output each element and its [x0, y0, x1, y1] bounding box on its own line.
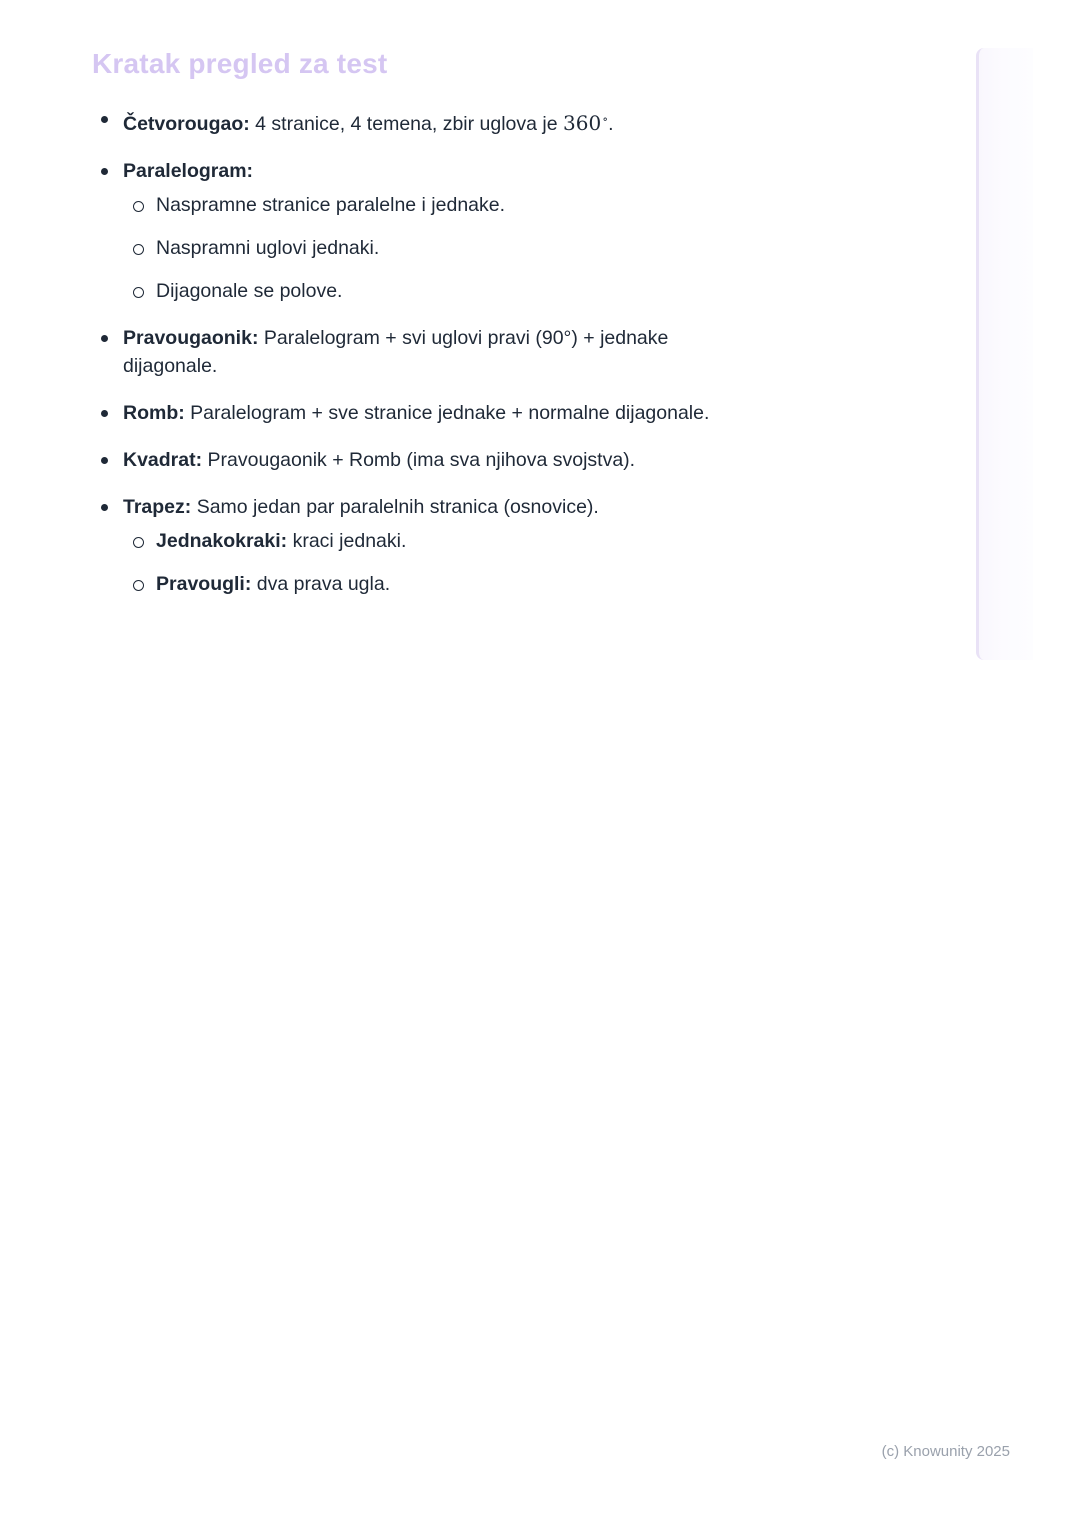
list-item [92, 324, 752, 380]
sub-list [123, 191, 752, 305]
list-item [92, 399, 752, 427]
item-text: Paralelogram + svi uglovi pravi (90°) + jednake dijagonale. [123, 327, 669, 377]
degree-symbol: ∘ [602, 112, 609, 126]
term-label: Četvorougao: [123, 113, 250, 135]
sub-list-item [123, 191, 752, 219]
term-label: Paralelogram: [123, 160, 254, 182]
list-item [92, 446, 752, 474]
item-text: Samo jedan par paralelnih stranica (osnovice). [196, 496, 599, 518]
term-label: Pravougaonik: [123, 327, 259, 349]
sub-list [123, 527, 752, 598]
math-value: 360∘ [563, 111, 609, 135]
item-text: Naspramne stranice paralelne i jednake. [156, 194, 506, 216]
page-title: Kratak pregled za test [92, 48, 388, 79]
term-label: Jednakokraki: [156, 530, 288, 552]
term-label: Pravougli: [156, 573, 252, 595]
list-item [92, 493, 752, 598]
list-item: Četvorougao: 4 stranice, 4 temena, zbir uglova je 360∘. [92, 105, 752, 138]
sub-list-item [123, 277, 752, 305]
sub-list-item [123, 570, 752, 598]
list-item [92, 157, 752, 305]
notes-content [92, 47, 752, 617]
item-text: Dijagonale se polove. [156, 280, 343, 302]
term-label: Kvadrat: [123, 449, 203, 471]
sub-list-item [123, 234, 752, 262]
term-label: Trapez: [123, 496, 192, 518]
copyright-note: (c) Knowunity 2025 [881, 1443, 1010, 1460]
term-label: Romb: [123, 402, 185, 424]
item-text: Paralelogram + sve stranice jednake + normalne dijagonale. [190, 402, 710, 424]
next-page-edge [976, 48, 1033, 660]
notes-list [92, 105, 752, 598]
item-text: Naspramni uglovi jednaki. [156, 237, 380, 259]
sub-list-item [123, 527, 752, 555]
item-text: kraci jednaki. [292, 530, 407, 552]
item-text: dva prava ugla. [256, 573, 391, 595]
item-text: 4 stranice, 4 temena, zbir uglova je [255, 113, 558, 135]
item-text: Pravougaonik + Romb (ima sva njihova svojstva). [207, 449, 636, 471]
